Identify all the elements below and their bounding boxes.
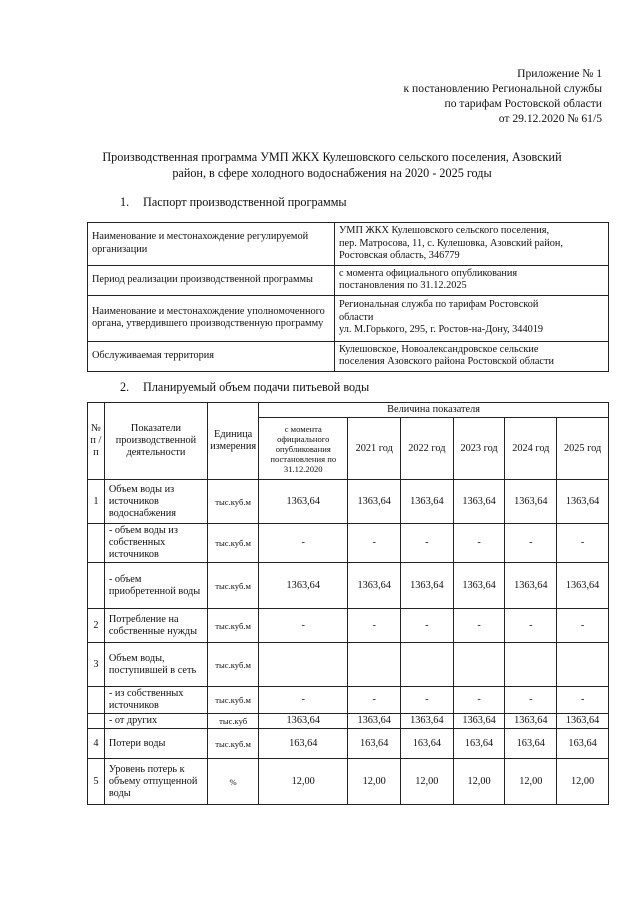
row-value: - [348, 687, 401, 714]
row-value: - [505, 687, 557, 714]
table-row [88, 643, 609, 687]
row-unit: тыс.куб.м [208, 524, 259, 563]
volume-table [87, 402, 609, 805]
volume-table-body [88, 480, 609, 805]
section-title: Планируемый объем подачи питьевой воды [143, 380, 370, 394]
row-value: 1363,64 [348, 480, 401, 524]
row-value [348, 643, 401, 687]
row-value: - [259, 687, 348, 714]
column-header-period: 2022 год [401, 418, 454, 480]
row-value: - [348, 524, 401, 563]
column-header-period: с момента официального опубликования постановления по 31.12.2020 [259, 418, 348, 480]
header-row [88, 403, 609, 418]
row-value: 1363,64 [259, 480, 348, 524]
row-unit: тыс.куб.м [208, 480, 259, 524]
row-value: 163,64 [453, 729, 505, 759]
row-value: 1363,64 [453, 480, 505, 524]
row-indicator-name: Объем воды, поступившей в сеть [104, 643, 207, 687]
row-value: - [401, 687, 454, 714]
table-row [88, 714, 609, 729]
value-line: Региональная служба по тарифам Ростовской [339, 299, 539, 311]
row-value: 12,00 [259, 759, 348, 805]
row-value: - [259, 524, 348, 563]
row-indicator-name: - объем приобретенной воды [104, 563, 207, 609]
appendix-line: по тарифам Ростовской области [444, 97, 602, 110]
passport-key: Наименование и местонахождение регулируемой организации [88, 223, 335, 266]
table-row [88, 729, 609, 759]
table-row [88, 563, 609, 609]
table-row [88, 609, 609, 643]
row-indicator-name: - от других [104, 714, 207, 729]
row-value [453, 643, 505, 687]
value-line: ул. М.Горького, 295, г. Ростов-на-Дону, 344019 [339, 324, 544, 336]
section-number: 2. [120, 380, 130, 394]
passport-key: Обслуживаемая территория [88, 341, 335, 371]
row-indicator-name: - объем воды из собственных источников [104, 524, 207, 563]
row-value: 1363,64 [557, 480, 609, 524]
row-value: 1363,64 [453, 714, 505, 729]
table-row [88, 759, 609, 805]
column-header-group: Величина показателя [259, 403, 609, 418]
table-row [88, 341, 609, 371]
row-indicator-name: Объем воды из источников водоснабжения [104, 480, 207, 524]
row-value: 163,64 [348, 729, 401, 759]
appendix-line: Приложение № 1 [517, 67, 602, 80]
value-line: пер. Матросова, 11, с. Кулешовка, Азовский район, [339, 237, 563, 249]
column-header-period: 2025 год [557, 418, 609, 480]
value-line: области [339, 311, 374, 323]
row-number: 1 [88, 480, 105, 524]
appendix-header [404, 66, 603, 126]
column-header-number: № п / п [88, 403, 105, 480]
value-line: УМП ЖКХ Кулешовского сельского поселения, [339, 225, 550, 236]
passport-key: Наименование и местонахождение уполномоченного органа, утвердившего производственную программу [88, 295, 335, 341]
row-value: 1363,64 [557, 714, 609, 729]
row-unit: % [208, 759, 259, 805]
value-line: постановления по 31.12.2025 [339, 280, 467, 291]
row-value: - [453, 609, 505, 643]
column-header-indicator: Показатели производственной деятельности [104, 403, 207, 480]
row-value: 163,64 [505, 729, 557, 759]
row-value [557, 643, 609, 687]
row-value: 1363,64 [348, 714, 401, 729]
row-number [88, 714, 105, 729]
row-value: 1363,64 [453, 563, 505, 609]
row-unit: тыс.куб.м [208, 687, 259, 714]
row-value [401, 643, 454, 687]
row-value: 1363,64 [505, 480, 557, 524]
row-number: 4 [88, 729, 105, 759]
row-value: - [557, 687, 609, 714]
row-value [259, 643, 348, 687]
passport-value [335, 223, 609, 266]
row-value: - [348, 609, 401, 643]
row-indicator-name: Потребление на собственные нужды [104, 609, 207, 643]
row-number [88, 524, 105, 563]
passport-table [87, 222, 609, 372]
row-value: 1363,64 [401, 714, 454, 729]
row-unit: тыс.куб.м [208, 563, 259, 609]
row-value: 1363,64 [348, 563, 401, 609]
row-value: - [505, 609, 557, 643]
value-line: Кулешовское, Новоалександровское сельские [339, 343, 539, 355]
row-value: 1363,64 [557, 563, 609, 609]
row-value: - [557, 609, 609, 643]
row-unit: тыс.куб.м [208, 729, 259, 759]
row-number: 5 [88, 759, 105, 805]
row-indicator-name: Потери воды [104, 729, 207, 759]
row-value: 1363,64 [505, 563, 557, 609]
column-header-unit: Единица измерения [208, 403, 259, 480]
row-value: 12,00 [505, 759, 557, 805]
row-value: 1363,64 [401, 563, 454, 609]
passport-value [335, 265, 609, 295]
table-row [88, 480, 609, 524]
value-line: поселения Азовского района Ростовской области [339, 356, 554, 367]
column-header-period: 2021 год [348, 418, 401, 480]
appendix-line: к постановлению Региональной службы [403, 82, 602, 95]
row-number [88, 687, 105, 714]
row-value: 163,64 [557, 729, 609, 759]
row-value: - [401, 524, 454, 563]
table-row [88, 265, 609, 295]
section-title: Паспорт производственной программы [143, 195, 347, 209]
section-heading-volume [120, 380, 369, 395]
table-row [88, 295, 609, 341]
passport-key: Период реализации производственной программы [88, 265, 335, 295]
row-number [88, 563, 105, 609]
row-number: 3 [88, 643, 105, 687]
section-number: 1. [120, 195, 130, 209]
row-indicator-name: - из собственных источников [104, 687, 207, 714]
table-row [88, 524, 609, 563]
passport-value [335, 341, 609, 371]
row-value: 1363,64 [505, 714, 557, 729]
row-indicator-name: Уровень потерь к объему отпущенной воды [104, 759, 207, 805]
row-value: - [505, 524, 557, 563]
column-header-period: 2023 год [453, 418, 505, 480]
row-value: 12,00 [453, 759, 505, 805]
row-unit: тыс.куб.м [208, 609, 259, 643]
row-value: - [453, 687, 505, 714]
appendix-line: от 29.12.2020 № 61/5 [498, 112, 602, 125]
row-value: 1363,64 [259, 563, 348, 609]
value-line: с момента официального опубликования [339, 267, 518, 279]
row-unit: тыс.куб [208, 714, 259, 729]
row-value: 1363,64 [259, 714, 348, 729]
row-value [505, 643, 557, 687]
row-value: 12,00 [348, 759, 401, 805]
column-header-period: 2024 год [505, 418, 557, 480]
row-value: - [259, 609, 348, 643]
row-value: 12,00 [557, 759, 609, 805]
row-unit: тыс.куб.м [208, 643, 259, 687]
row-number: 2 [88, 609, 105, 643]
passport-value [335, 295, 609, 341]
row-value: - [453, 524, 505, 563]
value-line: Ростовская область, 346779 [339, 250, 460, 261]
row-value: 163,64 [401, 729, 454, 759]
section-heading-passport [120, 195, 347, 210]
row-value: 163,64 [259, 729, 348, 759]
table-row [88, 223, 609, 266]
row-value: 12,00 [401, 759, 454, 805]
row-value: - [557, 524, 609, 563]
document-title: Производственная программа УМП ЖКХ Кулешовского сельского поселения, Азовский район, в сфере холодного водоснабжения на 2020 - 2025 годы [102, 150, 562, 180]
row-value: - [401, 609, 454, 643]
row-value: 1363,64 [401, 480, 454, 524]
table-row [88, 687, 609, 714]
